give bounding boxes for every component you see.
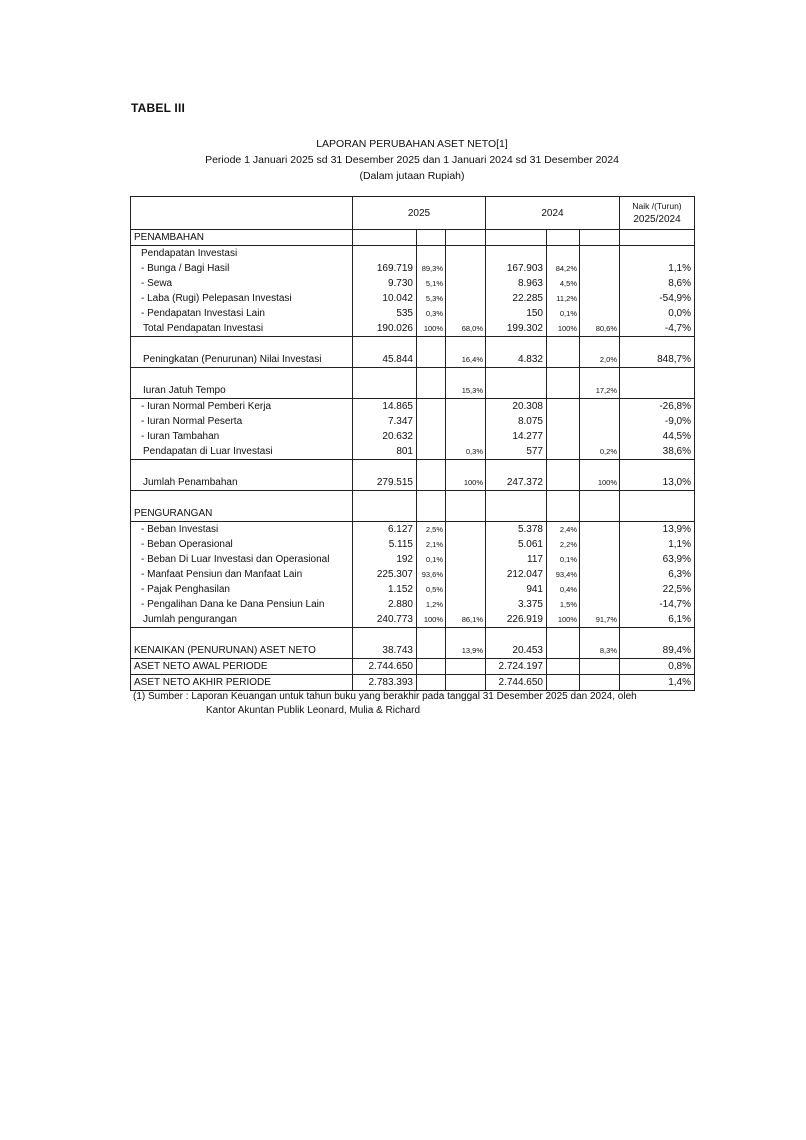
pct-2025-total (446, 230, 486, 246)
value-2025: 20.632 (353, 429, 417, 444)
value-2024: 5.378 (486, 522, 547, 538)
pct-2025-total (446, 597, 486, 612)
value-2025 (353, 491, 417, 507)
pct-2025-item (417, 506, 446, 522)
row-label (131, 460, 353, 476)
value-2025: 190.026 (353, 321, 417, 337)
change-2025-2024: 13,9% (620, 522, 695, 538)
pct-2024-item: 2,2% (547, 537, 580, 552)
pct-2024-total: 8,3% (580, 643, 620, 659)
pct-2025-item (417, 352, 446, 368)
table-row (131, 230, 695, 246)
pct-2025-total (446, 628, 486, 644)
value-2024 (486, 628, 547, 644)
table-row (131, 659, 695, 675)
pct-2024-item (547, 429, 580, 444)
pct-2025-total: 100% (446, 475, 486, 491)
row-label: Iuran Jatuh Tempo (131, 383, 353, 399)
pct-2024-total (580, 399, 620, 415)
change-2025-2024: 38,6% (620, 444, 695, 460)
header-year-2024: 2024 (486, 197, 620, 230)
pct-2024-item (547, 246, 580, 262)
table-row (131, 491, 695, 507)
table-row (131, 460, 695, 476)
value-2024 (486, 491, 547, 507)
value-2024 (486, 506, 547, 522)
value-2024: 4.832 (486, 352, 547, 368)
pct-2025-total (446, 337, 486, 353)
value-2024: 150 (486, 306, 547, 321)
value-2025: 279.515 (353, 475, 417, 491)
pct-2024-total (580, 506, 620, 522)
value-2025: 7.347 (353, 414, 417, 429)
value-2024: 20.308 (486, 399, 547, 415)
pct-2025-item: 2,5% (417, 522, 446, 538)
pct-2025-total (446, 659, 486, 675)
pct-2024-total: 100% (580, 475, 620, 491)
pct-2024-total: 91,7% (580, 612, 620, 628)
pct-2024-item (547, 414, 580, 429)
pct-2025-total: 13,9% (446, 643, 486, 659)
pct-2025-total (446, 491, 486, 507)
change-2025-2024: -54,9% (620, 291, 695, 306)
value-2024 (486, 230, 547, 246)
table-row (131, 552, 695, 567)
pct-2024-item (547, 659, 580, 675)
change-2025-2024: 848,7% (620, 352, 695, 368)
row-label: Jumlah Penambahan (131, 475, 353, 491)
header-change (620, 197, 695, 230)
pct-2025-item (417, 414, 446, 429)
change-2025-2024: 22,5% (620, 582, 695, 597)
pct-2025-total (446, 582, 486, 597)
row-label (131, 491, 353, 507)
pct-2024-item: 84,2% (547, 261, 580, 276)
pct-2025-item (417, 444, 446, 460)
table-row (131, 612, 695, 628)
table-row (131, 628, 695, 644)
pct-2024-item: 0,1% (547, 552, 580, 567)
table-row (131, 582, 695, 597)
pct-2024-item: 0,1% (547, 306, 580, 321)
change-2025-2024: -14,7% (620, 597, 695, 612)
row-label: - Bunga / Bagi Hasil (131, 261, 353, 276)
value-2024: 14.277 (486, 429, 547, 444)
pct-2024-total (580, 567, 620, 582)
value-2024: 8.075 (486, 414, 547, 429)
header-empty-cell (131, 197, 353, 230)
table-row (131, 414, 695, 429)
table-row (131, 321, 695, 337)
change-2025-2024 (620, 383, 695, 399)
row-label: - Beban Di Luar Investasi dan Operasional (131, 552, 353, 567)
pct-2024-item (547, 399, 580, 415)
row-label: KENAIKAN (PENURUNAN) ASET NETO (131, 643, 353, 659)
change-2025-2024: 63,9% (620, 552, 695, 567)
pct-2024-total: 17,2% (580, 383, 620, 399)
value-2025: 45.844 (353, 352, 417, 368)
pct-2025-item (417, 383, 446, 399)
pct-2024-total: 0,2% (580, 444, 620, 460)
pct-2025-item (417, 628, 446, 644)
change-2025-2024 (620, 628, 695, 644)
pct-2025-total: 16,4% (446, 352, 486, 368)
row-label: ASET NETO AKHIR PERIODE (131, 675, 353, 691)
change-2025-2024 (620, 460, 695, 476)
row-label: - Beban Operasional (131, 537, 353, 552)
footnote-line2: Kantor Akuntan Publik Leonard, Mulia & Richard (206, 705, 421, 716)
value-2024: 20.453 (486, 643, 547, 659)
change-2025-2024: -4,7% (620, 321, 695, 337)
table-row (131, 383, 695, 399)
value-2024 (486, 246, 547, 262)
value-2025: 5.115 (353, 537, 417, 552)
pct-2024-item (547, 230, 580, 246)
header-change-line2: 2025/2024 (633, 214, 681, 225)
value-2025 (353, 368, 417, 384)
value-2025: 9.730 (353, 276, 417, 291)
pct-2025-item (417, 399, 446, 415)
value-2025 (353, 628, 417, 644)
pct-2025-total (446, 399, 486, 415)
pct-2024-item: 93,4% (547, 567, 580, 582)
value-2025: 14.865 (353, 399, 417, 415)
pct-2024-total (580, 659, 620, 675)
pct-2024-total (580, 337, 620, 353)
pct-2025-total: 86,1% (446, 612, 486, 628)
value-2025 (353, 460, 417, 476)
table-row (131, 276, 695, 291)
pct-2024-total (580, 246, 620, 262)
pct-2024-total (580, 522, 620, 538)
pct-2025-total: 68,0% (446, 321, 486, 337)
change-2025-2024: -26,8% (620, 399, 695, 415)
value-2025 (353, 337, 417, 353)
pct-2025-item: 0,5% (417, 582, 446, 597)
pct-2025-item: 2,1% (417, 537, 446, 552)
table-row (131, 429, 695, 444)
change-2025-2024: 6,1% (620, 612, 695, 628)
pct-2025-item (417, 675, 446, 691)
pct-2025-item: 1,2% (417, 597, 446, 612)
pct-2024-item (547, 475, 580, 491)
table-row (131, 368, 695, 384)
pct-2025-total (446, 276, 486, 291)
pct-2025-item: 5,3% (417, 291, 446, 306)
pct-2025-total (446, 567, 486, 582)
value-2025 (353, 230, 417, 246)
value-2024: 577 (486, 444, 547, 460)
pct-2024-total (580, 537, 620, 552)
row-label: - Iuran Tambahan (131, 429, 353, 444)
change-2025-2024: 0,0% (620, 306, 695, 321)
table-row (131, 352, 695, 368)
report-period: Periode 1 Januari 2025 sd 31 Desember 2025 dan 1 Januari 2024 sd 31 Desember 2024 (205, 154, 619, 166)
value-2025: 2.783.393 (353, 675, 417, 691)
pct-2025-total (446, 261, 486, 276)
pct-2024-item: 100% (547, 612, 580, 628)
pct-2025-total (446, 429, 486, 444)
value-2024: 2.724.197 (486, 659, 547, 675)
change-2025-2024 (620, 246, 695, 262)
pct-2024-total (580, 276, 620, 291)
table-row (131, 399, 695, 415)
table-row (131, 306, 695, 321)
pct-2025-item (417, 337, 446, 353)
value-2024 (486, 337, 547, 353)
pct-2025-total (446, 552, 486, 567)
table-row (131, 475, 695, 491)
pct-2025-total (446, 306, 486, 321)
header-change-line1: Naik /(Turun) (632, 201, 682, 211)
value-2025: 535 (353, 306, 417, 321)
value-2025: 2.744.650 (353, 659, 417, 675)
pct-2024-item (547, 368, 580, 384)
row-label: Pendapatan Investasi (131, 246, 353, 262)
pct-2024-total (580, 230, 620, 246)
pct-2025-item (417, 643, 446, 659)
pct-2024-total (580, 597, 620, 612)
value-2025: 192 (353, 552, 417, 567)
pct-2024-item (547, 383, 580, 399)
change-2025-2024: 1,4% (620, 675, 695, 691)
table-row (131, 675, 695, 691)
pct-2025-item (417, 368, 446, 384)
pct-2024-total (580, 491, 620, 507)
row-label: Pendapatan di Luar Investasi (131, 444, 353, 460)
change-2025-2024: 0,8% (620, 659, 695, 675)
pct-2025-total (446, 675, 486, 691)
table-number-label: TABEL III (131, 101, 186, 115)
table-row (131, 337, 695, 353)
pct-2024-item (547, 675, 580, 691)
value-2024: 22.285 (486, 291, 547, 306)
change-2025-2024: 44,5% (620, 429, 695, 444)
table-header-row (131, 197, 695, 230)
value-2025: 801 (353, 444, 417, 460)
change-2025-2024: 6,3% (620, 567, 695, 582)
row-label: - Beban Investasi (131, 522, 353, 538)
value-2024 (486, 368, 547, 384)
value-2024: 167.903 (486, 261, 547, 276)
pct-2024-item: 100% (547, 321, 580, 337)
pct-2024-item: 2,4% (547, 522, 580, 538)
row-label: PENGURANGAN (131, 506, 353, 522)
table-row (131, 246, 695, 262)
value-2024: 226.919 (486, 612, 547, 628)
change-2025-2024 (620, 491, 695, 507)
pct-2024-total (580, 460, 620, 476)
row-label (131, 628, 353, 644)
pct-2025-item (417, 491, 446, 507)
value-2025 (353, 246, 417, 262)
table-row (131, 537, 695, 552)
pct-2024-item (547, 491, 580, 507)
header-year-2025: 2025 (353, 197, 486, 230)
table-row (131, 261, 695, 276)
value-2024: 5.061 (486, 537, 547, 552)
pct-2025-item: 0,3% (417, 306, 446, 321)
row-label (131, 368, 353, 384)
report-unit: (Dalam jutaan Rupiah) (359, 170, 465, 182)
value-2025 (353, 383, 417, 399)
row-label: - Pajak Penghasilan (131, 582, 353, 597)
row-label: Peningkatan (Penurunan) Nilai Investasi (131, 352, 353, 368)
row-label: - Manfaat Pensiun dan Manfaat Lain (131, 567, 353, 582)
pct-2025-total (446, 246, 486, 262)
value-2025: 225.307 (353, 567, 417, 582)
pct-2025-item (417, 429, 446, 444)
pct-2024-item (547, 506, 580, 522)
change-2025-2024: 13,0% (620, 475, 695, 491)
change-2025-2024 (620, 230, 695, 246)
pct-2024-total (580, 552, 620, 567)
pct-2025-item: 100% (417, 612, 446, 628)
net-assets-change-table (130, 196, 695, 691)
value-2024: 2.744.650 (486, 675, 547, 691)
pct-2024-total (580, 306, 620, 321)
pct-2024-total (580, 291, 620, 306)
row-label (131, 337, 353, 353)
table-row (131, 444, 695, 460)
value-2024: 117 (486, 552, 547, 567)
change-2025-2024: 89,4% (620, 643, 695, 659)
row-label: ASET NETO AWAL PERIODE (131, 659, 353, 675)
value-2024: 8.963 (486, 276, 547, 291)
value-2025: 6.127 (353, 522, 417, 538)
pct-2024-total (580, 261, 620, 276)
pct-2024-item (547, 352, 580, 368)
pct-2025-total (446, 537, 486, 552)
value-2024: 941 (486, 582, 547, 597)
pct-2024-total (580, 368, 620, 384)
pct-2025-total: 0,3% (446, 444, 486, 460)
footnote-line1: (1) Sumber : Laporan Keuangan untuk tahun buku yang berakhir pada tanggal 31 Desember 2025 dan 2024, oleh (133, 691, 637, 702)
row-label: - Pendapatan Investasi Lain (131, 306, 353, 321)
row-label: PENAMBAHAN (131, 230, 353, 246)
footnote (133, 691, 713, 716)
change-2025-2024 (620, 337, 695, 353)
pct-2025-total: 15,3% (446, 383, 486, 399)
value-2025: 1.152 (353, 582, 417, 597)
pct-2025-item: 5,1% (417, 276, 446, 291)
pct-2024-item (547, 460, 580, 476)
row-label: Jumlah pengurangan (131, 612, 353, 628)
change-2025-2024: -9,0% (620, 414, 695, 429)
pct-2024-item (547, 444, 580, 460)
pct-2025-item: 0,1% (417, 552, 446, 567)
pct-2024-total: 2,0% (580, 352, 620, 368)
pct-2025-item (417, 659, 446, 675)
change-2025-2024: 8,6% (620, 276, 695, 291)
row-label: - Iuran Normal Peserta (131, 414, 353, 429)
pct-2025-item (417, 460, 446, 476)
pct-2024-total (580, 628, 620, 644)
value-2024: 212.047 (486, 567, 547, 582)
table-row (131, 567, 695, 582)
table-row (131, 506, 695, 522)
value-2024 (486, 383, 547, 399)
value-2025: 169.719 (353, 261, 417, 276)
change-2025-2024 (620, 368, 695, 384)
row-label: - Pengalihan Dana ke Dana Pensiun Lain (131, 597, 353, 612)
change-2025-2024 (620, 506, 695, 522)
row-label: - Iuran Normal Pemberi Kerja (131, 399, 353, 415)
value-2025: 2.880 (353, 597, 417, 612)
value-2024: 199.302 (486, 321, 547, 337)
value-2025: 240.773 (353, 612, 417, 628)
pct-2024-total (580, 414, 620, 429)
pct-2025-item (417, 246, 446, 262)
change-2025-2024: 1,1% (620, 537, 695, 552)
value-2025: 38.743 (353, 643, 417, 659)
table-row (131, 597, 695, 612)
report-title: LAPORAN PERUBAHAN ASET NETO[1] (316, 138, 508, 150)
pct-2024-item (547, 628, 580, 644)
pct-2024-item (547, 337, 580, 353)
pct-2024-total (580, 675, 620, 691)
value-2024: 3.375 (486, 597, 547, 612)
pct-2025-item (417, 475, 446, 491)
pct-2025-total (446, 414, 486, 429)
pct-2025-total (446, 291, 486, 306)
pct-2024-item: 11,2% (547, 291, 580, 306)
pct-2024-item (547, 643, 580, 659)
pct-2024-item: 0,4% (547, 582, 580, 597)
pct-2024-total (580, 582, 620, 597)
pct-2025-total (446, 506, 486, 522)
pct-2025-total (446, 368, 486, 384)
pct-2024-total (580, 429, 620, 444)
value-2025: 10.042 (353, 291, 417, 306)
value-2024: 247.372 (486, 475, 547, 491)
value-2025 (353, 506, 417, 522)
pct-2025-item: 89,3% (417, 261, 446, 276)
pct-2025-item: 100% (417, 321, 446, 337)
pct-2024-item: 1,5% (547, 597, 580, 612)
table-row (131, 522, 695, 538)
pct-2025-item: 93,6% (417, 567, 446, 582)
row-label: - Laba (Rugi) Pelepasan Investasi (131, 291, 353, 306)
pct-2025-total (446, 522, 486, 538)
table-row (131, 643, 695, 659)
row-label: - Sewa (131, 276, 353, 291)
pct-2025-item (417, 230, 446, 246)
pct-2025-total (446, 460, 486, 476)
row-label: Total Pendapatan Investasi (131, 321, 353, 337)
value-2024 (486, 460, 547, 476)
table-row (131, 291, 695, 306)
change-2025-2024: 1,1% (620, 261, 695, 276)
pct-2024-total: 80,6% (580, 321, 620, 337)
pct-2024-item: 4,5% (547, 276, 580, 291)
